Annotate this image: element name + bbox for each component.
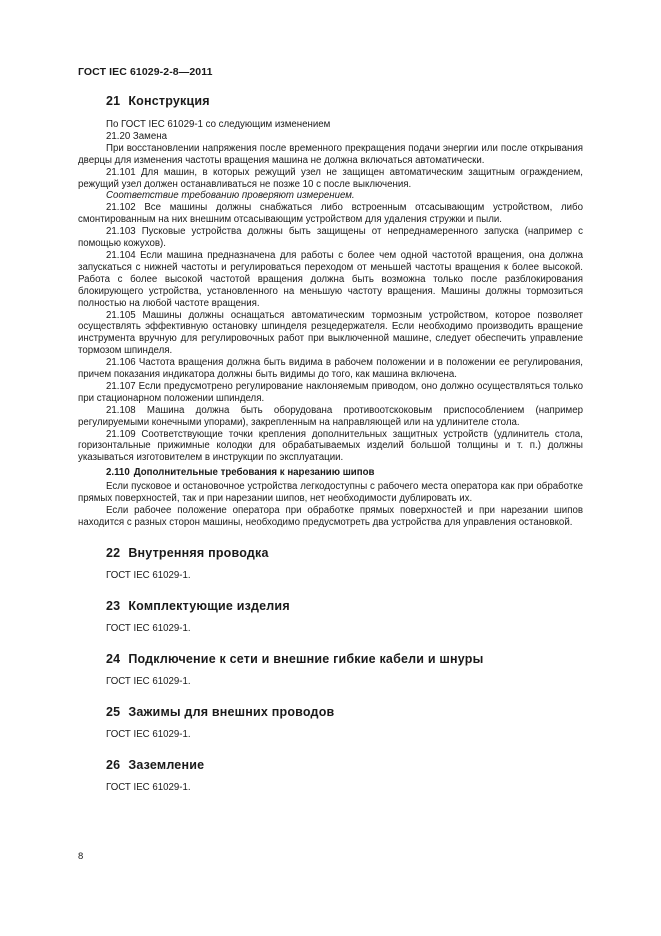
paragraph: 21.105 Машины должны оснащаться автоматическим тормозным устройством, которое позволяет осуществлять эффективную остановку шпинделя резцедержателя. Если необходимо производить вращение инструмента вручную для регулировочных работ при выключенной машине, следует обеспечить управление тормозом шпинделя. <box>78 309 583 357</box>
subsection-heading <box>78 467 583 479</box>
section-title: Внутренняя проводка <box>128 545 269 560</box>
section-23-heading <box>78 598 583 614</box>
section-title: Подключение к сети и внешние гибкие кабели и шнуры <box>128 651 484 666</box>
paragraph: При восстановлении напряжения после временного прекращения подачи энергии или после открывания дверцы для изменения частоты вращения машина не должна включаться автоматически. <box>78 142 583 166</box>
section-number: 22 <box>106 545 121 560</box>
paragraph: 21.104 Если машина предназначена для работы с более чем одной частотой вращения, она должна запускаться с нижней частоты и регулироваться переходом от меньшей частоты вращения к более высокой. Работа с более высокой частотой вращения должна быть возможна только после разблокирования блокирующего устройства, установленного на меньшую частоту вращения. Машины должны тормозиться полностью на любой частоте вращения. <box>78 249 583 309</box>
section-number: 25 <box>106 704 121 719</box>
section-22-heading <box>78 545 583 561</box>
paragraph: 21.20 Замена <box>106 130 167 142</box>
paragraph: 21.109 Соответствующие точки крепления дополнительных защитных устройств (удлинитель стола, горизонтальные прижимные колодки для обрабатываемых изделий большой толщины и т. п.) должны указываться изготовителем в инструкции по эксплуатации. <box>78 428 583 464</box>
paragraph: 21.108 Машина должна быть оборудована противоотскоковым приспособлением (например регулируемыми конечными упорами), закрепленным на направляющей или на удлинителе стола. <box>78 404 583 428</box>
section-number: 21 <box>106 94 121 108</box>
section-reference: ГОСТ IEC 61029-1. <box>106 569 191 581</box>
section-number: 23 <box>106 598 121 613</box>
section-title: Заземление <box>128 757 205 772</box>
section-title: Комплектующие изделия <box>128 598 290 613</box>
paragraph: Если рабочее положение оператора при обработке прямых поверхностей и при нарезании шипов находится с разных сторон машины, необходимо предусмотреть два устройства для управления остановкой. <box>78 505 583 528</box>
paragraph: 21.103 Пусковые устройства должны быть защищены от непреднамеренного запуска (например с помощью кожухов). <box>78 226 583 250</box>
subsection-title: Дополнительные требования к нарезанию шипов <box>133 467 375 479</box>
paragraph: Если пусковое и остановочное устройства легкодоступны с рабочего места оператора как при обработке прямых поверхностей, так и при нарезании шипов, нет необходимости дублировать их. <box>78 481 583 505</box>
paragraph: 21.101 Для машин, в которых режущий узел не защищен автоматическим защитным ограждением, режущий узел должен останавливаться не позже 10 с после выключения. <box>78 166 583 190</box>
paragraph: 21.102 Все машины должны снабжаться либо встроенным отсасывающим устройством, либо смонтированным на них внешним отсасывающим устройством для удаления стружки и пыли. <box>78 202 583 226</box>
page-content <box>78 93 583 793</box>
section-24-heading <box>78 651 583 667</box>
section-number: 24 <box>106 651 121 666</box>
section-26-heading <box>78 757 583 773</box>
paragraph: 21.106 Частота вращения должна быть видима в рабочем положении и в положении ее регулирования, причем показания индикатора должны быть видимы до того, как машина включена. <box>78 357 583 381</box>
section-25-heading <box>78 704 583 720</box>
subsection-number: 2.110 <box>106 467 130 479</box>
section-title: Конструкция <box>128 94 210 108</box>
section-title: Зажимы для внешних проводов <box>128 704 335 719</box>
section-21-heading <box>78 93 583 109</box>
section-reference: ГОСТ IEC 61029-1. <box>106 675 191 687</box>
paragraph: 21.107 Если предусмотрено регулирование наклоняемым приводом, оно должно осуществляться только при стационарном положении шпинделя. <box>78 380 583 404</box>
paragraph-italic: Соответствие требованию проверяют измерением. <box>106 190 355 202</box>
section-number: 26 <box>106 757 121 772</box>
section-reference: ГОСТ IEC 61029-1. <box>106 622 191 634</box>
page-number: 8 <box>78 851 84 862</box>
section-reference: ГОСТ IEC 61029-1. <box>106 728 191 740</box>
document-header: ГОСТ IEC 61029-2-8—2011 <box>78 66 213 78</box>
section-reference: ГОСТ IEC 61029-1. <box>106 781 191 793</box>
paragraph: По ГОСТ IEC 61029-1 со следующим изменением <box>106 119 331 130</box>
